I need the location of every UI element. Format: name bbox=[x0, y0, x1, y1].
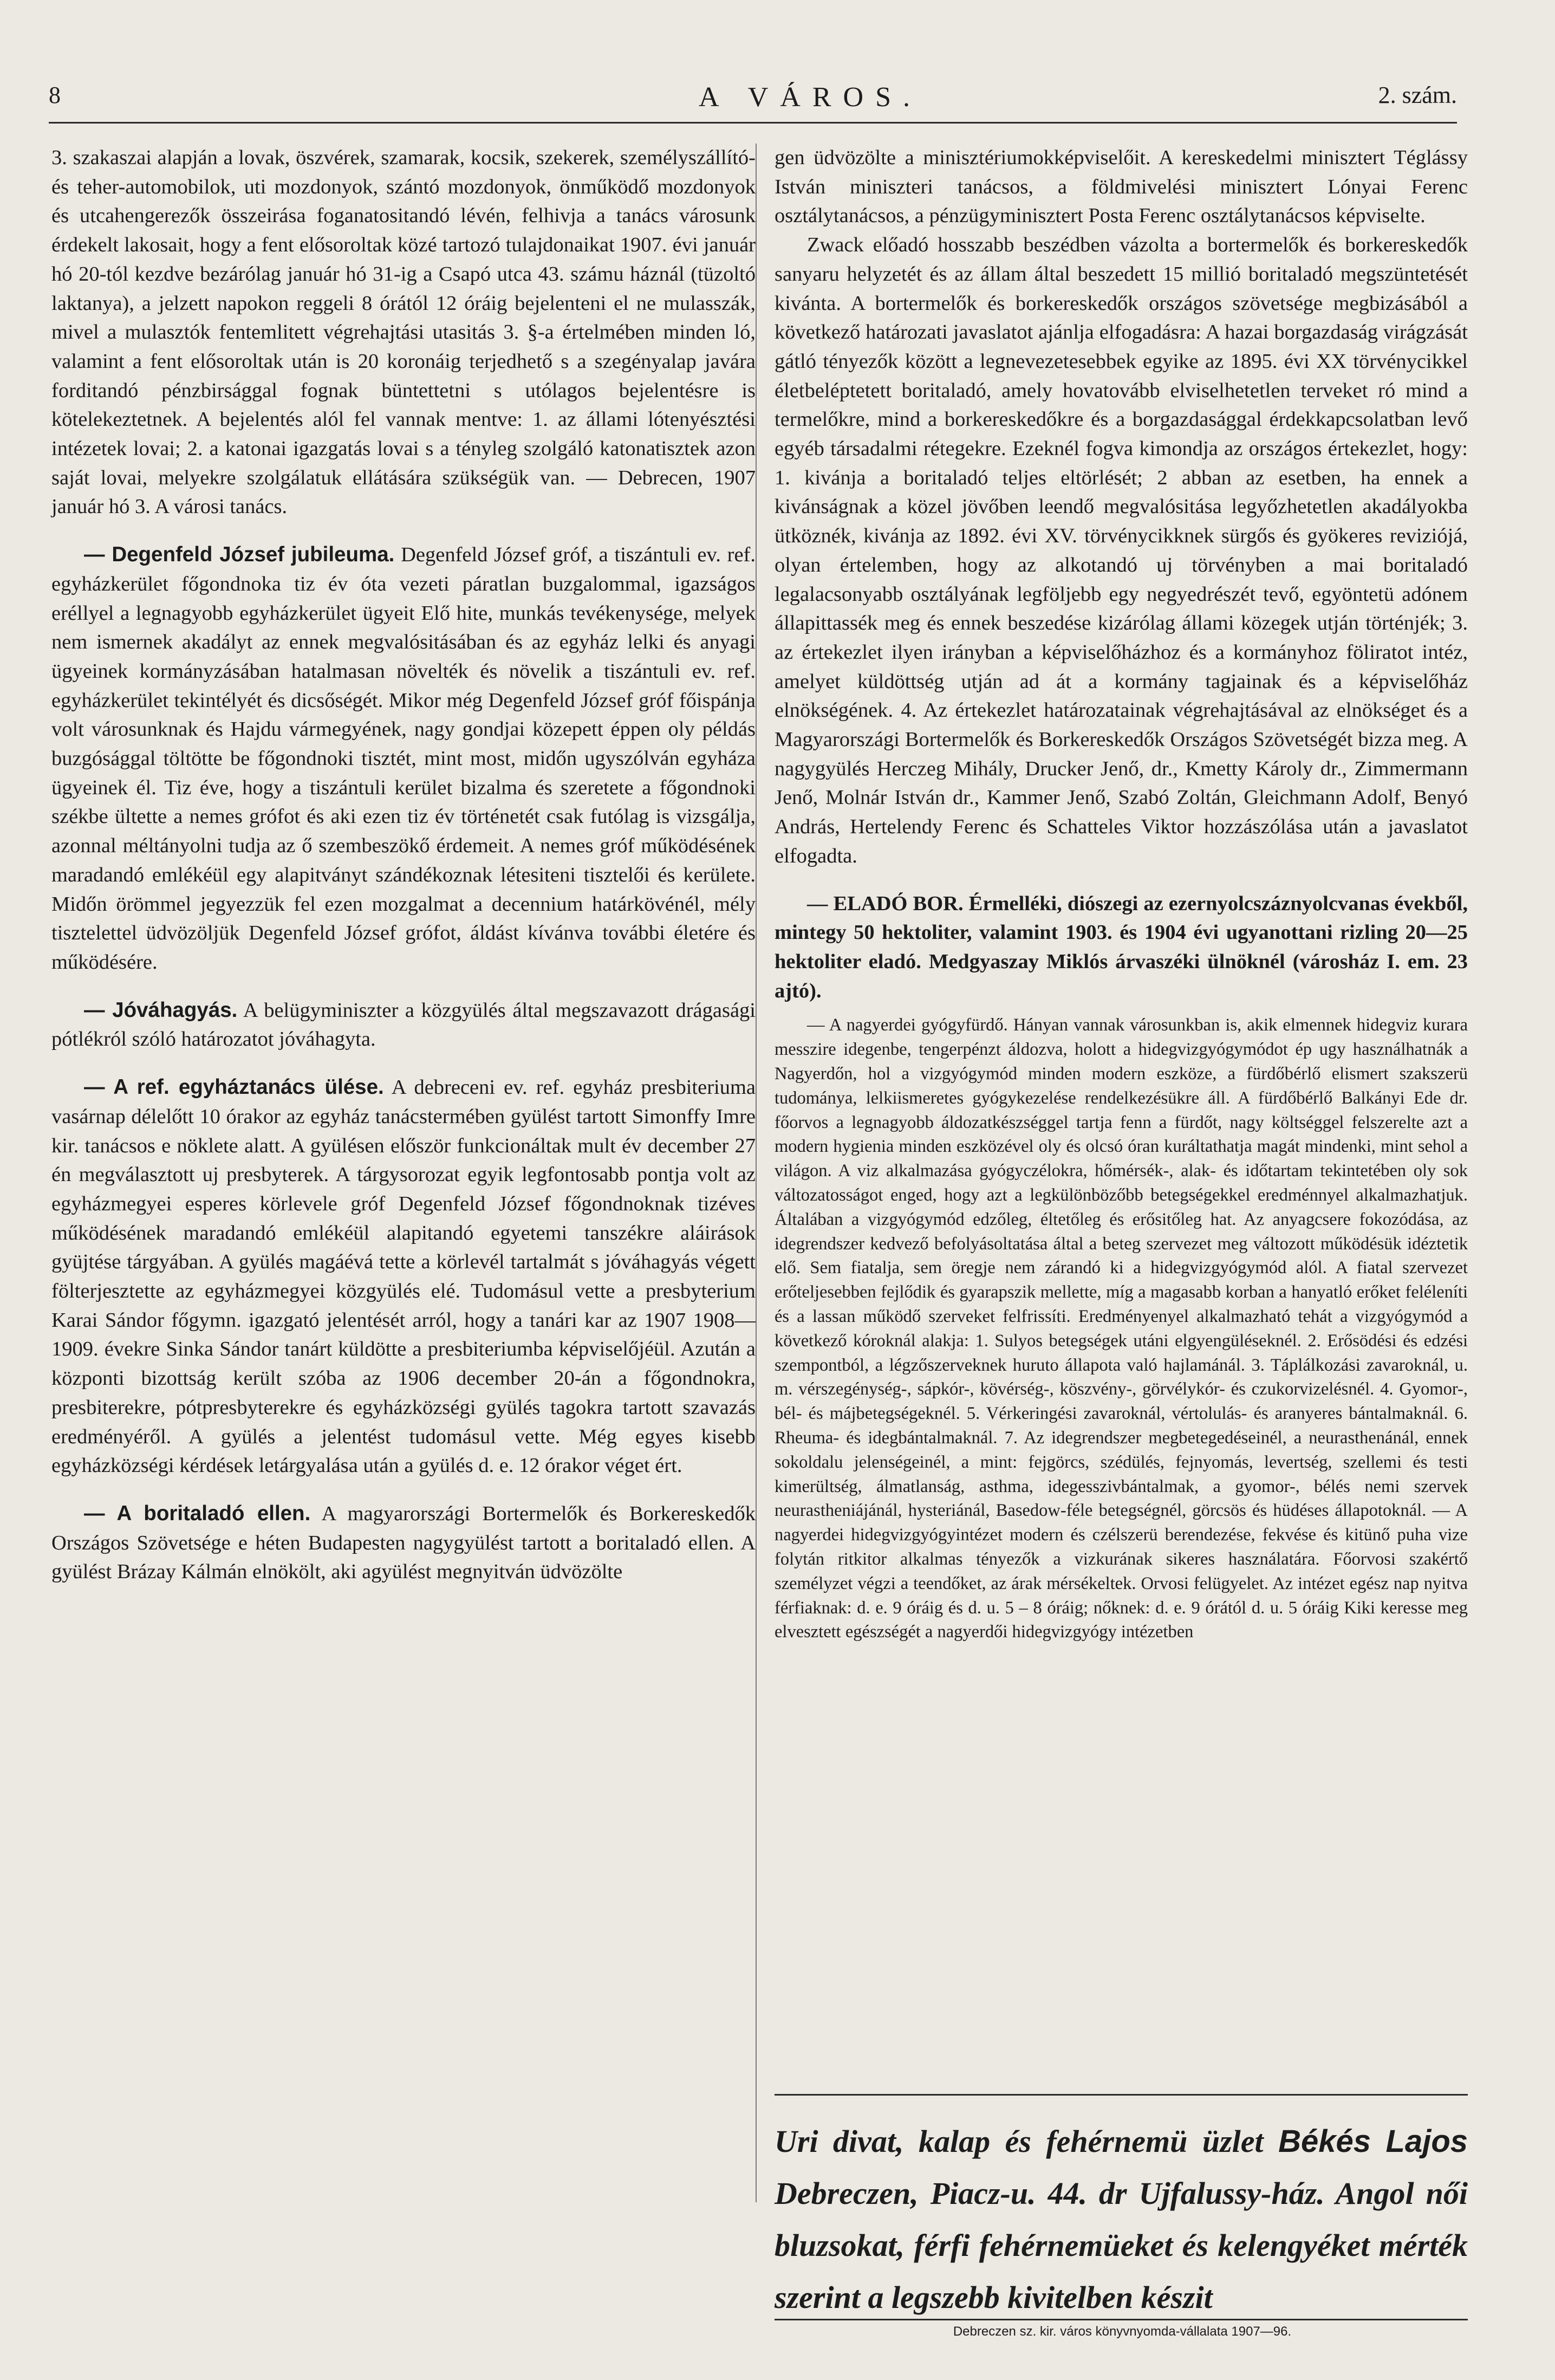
article-body: Degenfeld József gróf, a tiszántuli ev. ref. egyházkerület főgondnoka tiz év óta vezeti páratlan buzgalommal, igazságos eréllyel a legnagyobb egyházkerület ügyeit Elő hite, munkás tevékenysége, melyek nem ismernek akadályt az ennek megvalósitásában és az egyház lelki és anyagi ügyeinek kormányzásában hatalmasan növelték és növelik a tiszántuli ev. ref. egyházkerület tekintélyét és dicsőségét. Mikor még Degenfeld József gróf főispánja volt városunknak és Hajdu vármegyének, nagy gondjai közepett éppen oly példás buzgósággal töltötte be főgondnoki tisztét, mint most, midőn ugyszólván egyháza ügyeinek él. Tiz éve, hogy a tiszántuli kerület bizalma és szeretete a főgondnoki székbe ültette a nemes grófot és aki ezen tiz év történetét csak futólag is vizsgálja, azonnal méltányolni tudja az ő szembeszökő érdemeit. A nemes gróf működésének maradandó emlékéül egy alapitványt szándékoznak létesiteni tisztelői és kerülete. Midőn örömmel jegyezzük fel ezen mozgalmat a decennium határkövénél, mély tisztelettel üdvözöljük Degenfeld József grófot, áldást kívánva további életére és működésére. bbox=[51, 543, 756, 974]
ad-rule-top bbox=[775, 2094, 1468, 2096]
horse-census-notice: 3. szakaszai alapján a lovak, öszvérek, szamarak, kocsik, szekerek, személyszállító- és teher-automobilok, uti mozdonyok, szántó mozdonyok, önműködő mozdonyok és utcahengerezők összeirása foganatositandó lévén, felhivja a tanács városunk érdekelt lakosait, hogy a fent elősoroltak közé tartozó tulajdonaikat 1907. évi január hó 20-tól kezdve bezárólag január hó 31-ig a Csapó utca 43. számu háznál (tüzoltó laktanya), a jelzett napokon reggeli 8 órától 12 óráig bejelenteni el ne mulasszák, mivel a mulasztók fentemlitett végrehajtási utasitás 3. §-a értelmében minden ló, valamint a fent elősoroltak után is 20 koronáig terjedhető s a szegényalap javára forditandó pénzbirsággal fognak büntettetni s utólagos bejelentésre is kötelekeztetnek. A bejelentés alól fel vannak mentve: 1. az állami lótenyésztési intézetek lovai; 2. a katonai igazgatás lovai s a tényleg szolgáló katonatisztek azon saját lovai, melyekre szolgálatuk ellátására szükségük van. — Debrecen, 1907 január hó 3. A városi tanács. bbox=[51, 146, 756, 518]
ad-name: Békés bbox=[1278, 2124, 1371, 2159]
article-degenfeld bbox=[51, 540, 756, 977]
wine-tax-continued: gen üdvözölte a minisztériumokképviselőit. A kereskedelmi minisztert Téglássy István miniszteri tanácsos, a földmivelési minisztert Lónyai Ferenc osztálytanácsos, a pénzügyminisztert Posta Ferenc osztálytanácsos képviselte. bbox=[775, 146, 1468, 228]
printer-imprint: Debreczen sz. kir. város könyvnyomda-vállalata 1907—96. bbox=[953, 2324, 1292, 2339]
ad-offer: Angol női bluzsokat, férfi fehérnemüeket és kelengyéket mérték szerint a legszebb kivitelben készit bbox=[775, 2176, 1468, 2315]
page-number: 8 bbox=[49, 82, 61, 108]
article-title: — Degenfeld József jubileuma. bbox=[84, 543, 395, 567]
article-church-council bbox=[51, 1073, 756, 1481]
right-column bbox=[775, 144, 1468, 1644]
issue-number: 2. szám. bbox=[1378, 82, 1457, 108]
ad-rule-bottom bbox=[775, 2319, 1468, 2320]
article-wine-tax bbox=[51, 1499, 756, 1587]
newspaper-title: A VÁROS. bbox=[699, 82, 922, 113]
wine-for-sale-notice: — ELADÓ BOR. Érmelléki, diószegi az ezernyolcszáznyolcvanas évekből, mintegy 50 hektoliter, valamint 1903. és 1904 évi ugyanottani rizling 20—25 hektoliter eladó. Medgyaszay Miklós árvaszéki ülnöknél (városház I. em. 23 ajtó). bbox=[775, 892, 1468, 1002]
header-rule bbox=[49, 122, 1457, 124]
article-body: A magyarországi Bortermelők és Borkereskedők Országos Szövetsége e héten Budapesten nagygyülést tartott a boritaladó ellen. A gyülést Brázay Kálmán elnökölt, aki agyülést megnyitván üdvözölte bbox=[51, 1502, 756, 1584]
wine-tax-resolution: Zwack előadó hosszabb beszédben vázolta a bortermelők és borkereskedők sanyaru helyzetét és az állam által beszedett 15 millió boritaladó megszüntetését kivánta. A bortermelők és borkereskedők országos szövetsége megbizásából a következő határozati javaslatot ajánlja elfogadásra: A hazai borgazdaság virágzását gátló tényezők között a legnevezetesebbek egyike az 1895. évi XX törvénycikkel életbeléptetett boritaladó, amely hovatovább elviselhetetlen terveket ró mind a termelőkre, mind a borkereskedőkre és a borgazdasággal érdekkapcsolatban levő egyéb társadalmi rétegekre. Ezeknél fogva kimondja az országos értekezlet, hogy: 1. kivánja a boritaladó teljes eltörlését; 2 abban az esetben, ha ennek a kivánságnak a közel jövőben leendő megvalósitása legyőzhetetlen akadályokba ütköznék, kivánja az 1892. évi XV. törvénycikknek sürgős és gyökeres reviziójá, olyan értelemben, hogy az alkotandó uj törvényben a mai boritaladó legalacsonyabb osztályának legföljebb egy negyedrészét tevő, egyöntetü adónem állapittassék meg és ennek beszedése kizárólag állami közegek utján történjék; 3. az értekezlet ilyen irányban a képviselőházhoz és a kormányhoz föliratot intéz, amelyet küldöttség utján ad át a kormány tagjainak és a képviselőház elnökségének. 4. Az értekezlet határozatainak végrehajtásával az elnökséget és a Magyarországi Bortermelők és Borkereskedők Országos Szövetségét bizza meg. A nagygyülés Herczeg Mihály, Drucker Jenő, dr., Kmetty Károly dr., Zimmermann Jenő, Molnár István dr., Kammer Jenő, Szabó Zoltán, Gleichmann Adolf, Benyó András, Hertelendy Ferenc és Schatteles Viktor hozzászólása után a javaslatot elfogadta. bbox=[775, 234, 1468, 867]
advertisement-box bbox=[775, 2116, 1468, 2324]
left-column bbox=[51, 144, 756, 1587]
ad-text: Uri divat, kalap és fehérnemü üzlet bbox=[775, 2124, 1264, 2159]
ad-name: Lajos bbox=[1385, 2124, 1468, 2159]
article-title: — Jóváhagyás. bbox=[84, 998, 238, 1022]
nagyerdo-spa-article: — A nagyerdei gyógyfürdő. Hányan vannak városunkban is, akik elmennek hidegviz kurara messzire idegenbe, tengerpénzt áldozva, holott a hidegvizgyógymódot ép ugy használhatnák a Nagyerdőn, hol a vizgyógymód minden modern eszköze, a fürdőbérlő elismert szakszerü tudománya, lelkiismeretes gyógykezelése rendelkezésükre áll. A fürdőbérlő Balkányi Ede dr. főorvos a legnagyobb áldozatkészséggel tartja fenn a fürdőt, nagy költséggel felszerelte azt a modern hygienia minden eszközével oly és olcsó óran kuráltathatja magát mindenki, mint sehol a világon. A viz alkalmazása gyógyczélokra, hőmérsék-, alak- és időtartam tekintetében oly sok változatosságot enged, hogy azt a legkülönbözőbb betegségekkel eredménnyel alkalmazhatjuk. Általában a vizgyógymód edzőleg, éltetőleg és erősitőleg hat. Az anyagcsere fokozódása, az idegrendszer kedvező befolyásoltatása által a beteg szervezet meg változott működésük idéztetik elő. Sem fiatalja, sem öregje nem zárandó ki a hidegvizgyógymód alól. A fiatal szervezet erőteljesebben fejlődik és gyarapszik mellette, míg a magasabb korban a hanyatló erőket feléleníti és a lassan működő szerveket felfrissíti. Eredményenyel alkalmazható tehát a vizgyógymód a következő kóroknál alakja: 1. Sulyos betegségek utáni elgyengüléseknél. 2. Erősödési és edzési szempontból, a légzőszerveknek huruto állapota való hajlamánál. 3. Táplálkozási zavaroknál, u. m. vérszegénység-, sápkór-, kövérség-, köszvény-, görvélykór- és czukorvizelésnél. 4. Gyomor-, bél- és májbetegségeknél. 5. Vérkeringési zavaroknál, vértolulás- és aranyeres bántalmaknál. 6. Rheuma- és idegbántalmaknál. 7. Az idegrendszer megbetegedéseinél, a neurasthenánál, ennek sokoldalu jelenségeinél, a mint: fejgörcs, szédülés, fejnyomás, levertség, szellemi és testi kimerültség, álmatlanság, asthma, idegesszivbántalmak, a gyomor-, bélés nemi szervek neurastheniájánál, hysteriánál, Basedow-féle betegségnél, görcsös és hüdéses állapotoknál. — A nagyerdei hidegvizgyógyintézet modern és czélszerü berendezése, fekvése és kitünő puha vize folytán ritkitor alkalmas tényezők a vizkurának sikeres használatára. Főorvosi szakértő személyzet végzi a teendőket, az árak mérsékeltek. Orvosi felügyelet. Az intézet egész nap nyitva férfiaknak: d. e. 9 óráig és d. u. 5 – 8 óráig; nőknek: d. e. 9 órától d. u. 5 óráig Kiki keresse meg elvesztett egészségét a nagyerdői hidegvizgyógy intézetben bbox=[775, 1015, 1468, 1642]
article-body: A debreceni ev. ref. egyház presbiteriuma vasárnap délelőtt 10 órakor az egyház tanácstermében gyülést tartott Simonffy Imre kir. tanácsos e nöklete alatt. A gyülésen először funkcionáltak mult év december 27 én megválasztott uj presbyterek. A tárgysorozat egyik legfontosabb pontja volt az egyházmegyei esperes körlevele gróf Degenfeld József főgondnoknak tizéves működésének maradandó emlékéül alapitandó egyetemi tanszékre aláirások gyüjtése tárgyában. A gyülés magáévá tette a körlevél tartalmát s jóváhagyás végett fölterjesztette az egyházmegyei közgyülés elé. Tudomásul vette a presbyterium Karai Sándor főgymn. igazgató jelentését arról, hogy a tanári kar az 1907 1908—1909. évekre Sinka Sándor tanárt küldötte a presbiteriumba képviselőjéül. Azután a központi bizottság került szóba az 1906 december 20-án a főgondnokra, presbiterekre, pótpresbyterekre és egyházközségi gyülés tagokra tartott szavazás eredményéről. A gyülés a jelentést tudomásul vette. Még egyes kisebb egyházközségi kérdések letárgyalása után a gyülés d. e. 12 órakor véget ért. bbox=[51, 1076, 756, 1477]
article-title: — A boritaladó ellen. bbox=[84, 1501, 311, 1525]
article-title: — A ref. egyháztanács ülése. bbox=[84, 1075, 384, 1099]
column-divider bbox=[756, 144, 757, 2202]
ad-address: Debreczen, Piacz-u. 44. dr Ujfalussy-ház. bbox=[775, 2176, 1325, 2211]
article-body: A belügyminiszter a közgyülés által megszavazott drágasági pótlékról szóló határozatot jóváhagyta. bbox=[51, 998, 756, 1051]
article-approval bbox=[51, 996, 756, 1054]
